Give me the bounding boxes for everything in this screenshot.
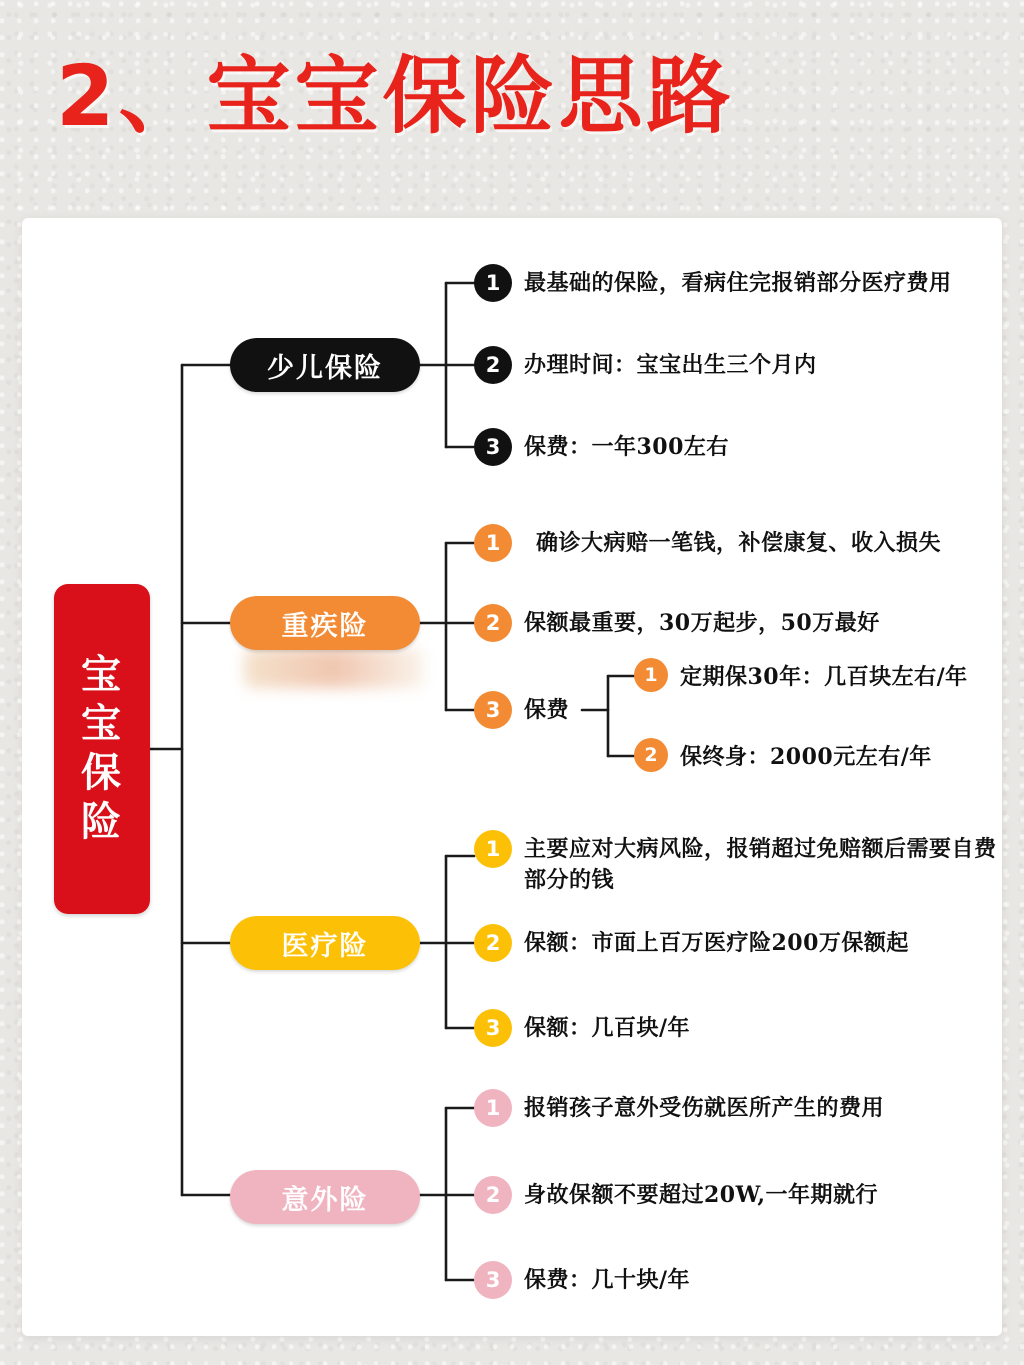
branch-node-accident[interactable] (230, 1170, 420, 1224)
leaf-badge: 1 (474, 830, 512, 868)
leaf-text: 报销孩子意外受伤就医所产生的费用 (524, 1095, 885, 1121)
sub-leaf-text: 保终身：2000元左右/年 (680, 744, 932, 770)
leaf-item[interactable] (474, 346, 817, 384)
branch-label: 重疾险 (281, 610, 369, 642)
blurred-watermark (244, 648, 424, 688)
leaf-badge: 3 (474, 691, 512, 729)
leaf-item[interactable] (474, 1089, 884, 1127)
leaf-text: 办理时间：宝宝出生三个月内 (524, 352, 817, 378)
leaf-item[interactable] (474, 924, 909, 962)
leaf-text: 确诊大病赔一笔钱，补偿康复、收入损失 (536, 530, 942, 556)
sub-leaf-item[interactable] (634, 738, 932, 773)
leaf-text: 保费：几十块/年 (524, 1267, 691, 1293)
leaf-badge: 1 (474, 1089, 512, 1127)
sub-leaf-badge: 1 (634, 658, 668, 692)
leaf-text: 保额：几百块/年 (524, 1015, 691, 1041)
mindmap-card (22, 218, 1002, 1336)
leaf-item[interactable] (474, 604, 880, 642)
leaf-item[interactable] (474, 1009, 690, 1047)
leaf-text: 身故保额不要超过20W,一年期就行 (524, 1182, 879, 1208)
mindmap-connectors (22, 218, 1002, 1336)
leaf-text: 主要应对大病风险，报销超过免赔额后需要自费部分的钱 (524, 836, 997, 894)
branch-node-medical[interactable] (230, 916, 420, 970)
leaf-badge: 2 (474, 1176, 512, 1214)
root-node[interactable] (54, 584, 150, 914)
page-title: 2、宝宝保险思路 (56, 47, 735, 145)
leaf-text: 保额最重要，30万起步，50万最好 (524, 610, 880, 636)
leaf-text: 保费 (524, 697, 570, 723)
root-node-label: 宝宝保险 (81, 652, 123, 845)
leaf-badge: 1 (474, 524, 512, 562)
leaf-item[interactable] (474, 428, 729, 466)
branch-label: 医疗险 (281, 930, 369, 962)
leaf-badge: 2 (474, 604, 512, 642)
leaf-item[interactable] (474, 691, 569, 729)
branch-label: 意外险 (281, 1184, 369, 1216)
leaf-badge: 1 (474, 264, 512, 302)
branch-node-critical-illness[interactable] (230, 596, 420, 650)
leaf-badge: 3 (474, 1261, 512, 1299)
leaf-item[interactable] (474, 1176, 878, 1214)
leaf-item[interactable] (474, 264, 952, 302)
leaf-badge: 3 (474, 1009, 512, 1047)
sub-leaf-text: 定期保30年：几百块左右/年 (680, 664, 968, 690)
leaf-badge: 3 (474, 428, 512, 466)
leaf-item[interactable] (474, 830, 1002, 896)
leaf-badge: 2 (474, 346, 512, 384)
leaf-text: 保费：一年300左右 (524, 434, 729, 460)
branch-node-children-insurance[interactable] (230, 338, 420, 392)
leaf-item[interactable] (474, 524, 941, 562)
leaf-item[interactable] (474, 1261, 690, 1299)
leaf-text: 最基础的保险，看病住完报销部分医疗费用 (524, 270, 952, 296)
leaf-text: 保额：市面上百万医疗险200万保额起 (524, 930, 909, 956)
sub-leaf-item[interactable] (634, 658, 968, 693)
branch-label: 少儿保险 (267, 352, 383, 384)
leaf-badge: 2 (474, 924, 512, 962)
sub-leaf-badge: 2 (634, 738, 668, 772)
